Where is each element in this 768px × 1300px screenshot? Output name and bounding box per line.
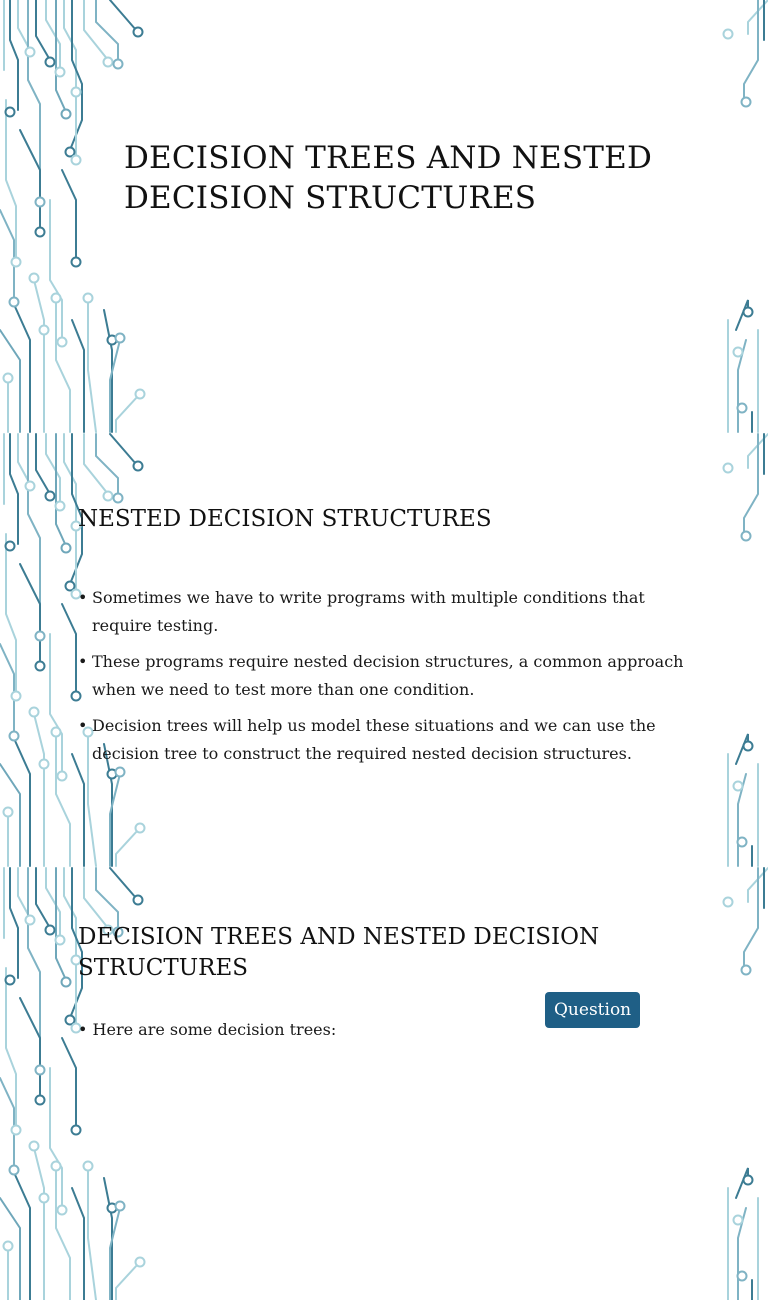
- circuit-decoration-right-icon: [708, 868, 768, 1300]
- section-heading: NESTED DECISION STRUCTURES: [78, 506, 492, 532]
- slide-title: DECISION TREES AND NESTED DECISION STRUCTURES: [124, 140, 653, 216]
- nested-structures-slide: [0, 434, 768, 866]
- decision-trees-slide: [0, 868, 768, 1039]
- bullet-item: [78, 1016, 336, 1044]
- question-button[interactable]: Question: [545, 992, 640, 1028]
- bullet-item: • Sometimes we have to write programs with multiple conditions that require testing.: [78, 584, 698, 640]
- circuit-decoration-right-icon: [708, 434, 768, 866]
- bullet-item: • These programs require nested decision structures, a common approach when we need to test more than one condition.: [78, 648, 698, 704]
- bullet-item: • Decision trees will help us model these situations and we can use the decision tree to construct the required nested decision structures.: [78, 712, 698, 768]
- section-heading: DECISION TREES AND NESTED DECISION STRUCTURES: [78, 924, 600, 981]
- circuit-decoration-right-icon: [708, 0, 768, 432]
- bullet-marker: •: [78, 1020, 93, 1039]
- title-slide: [0, 0, 768, 432]
- bullet-list: [78, 584, 698, 776]
- bullet-text: Here are some decision trees:: [92, 1020, 337, 1039]
